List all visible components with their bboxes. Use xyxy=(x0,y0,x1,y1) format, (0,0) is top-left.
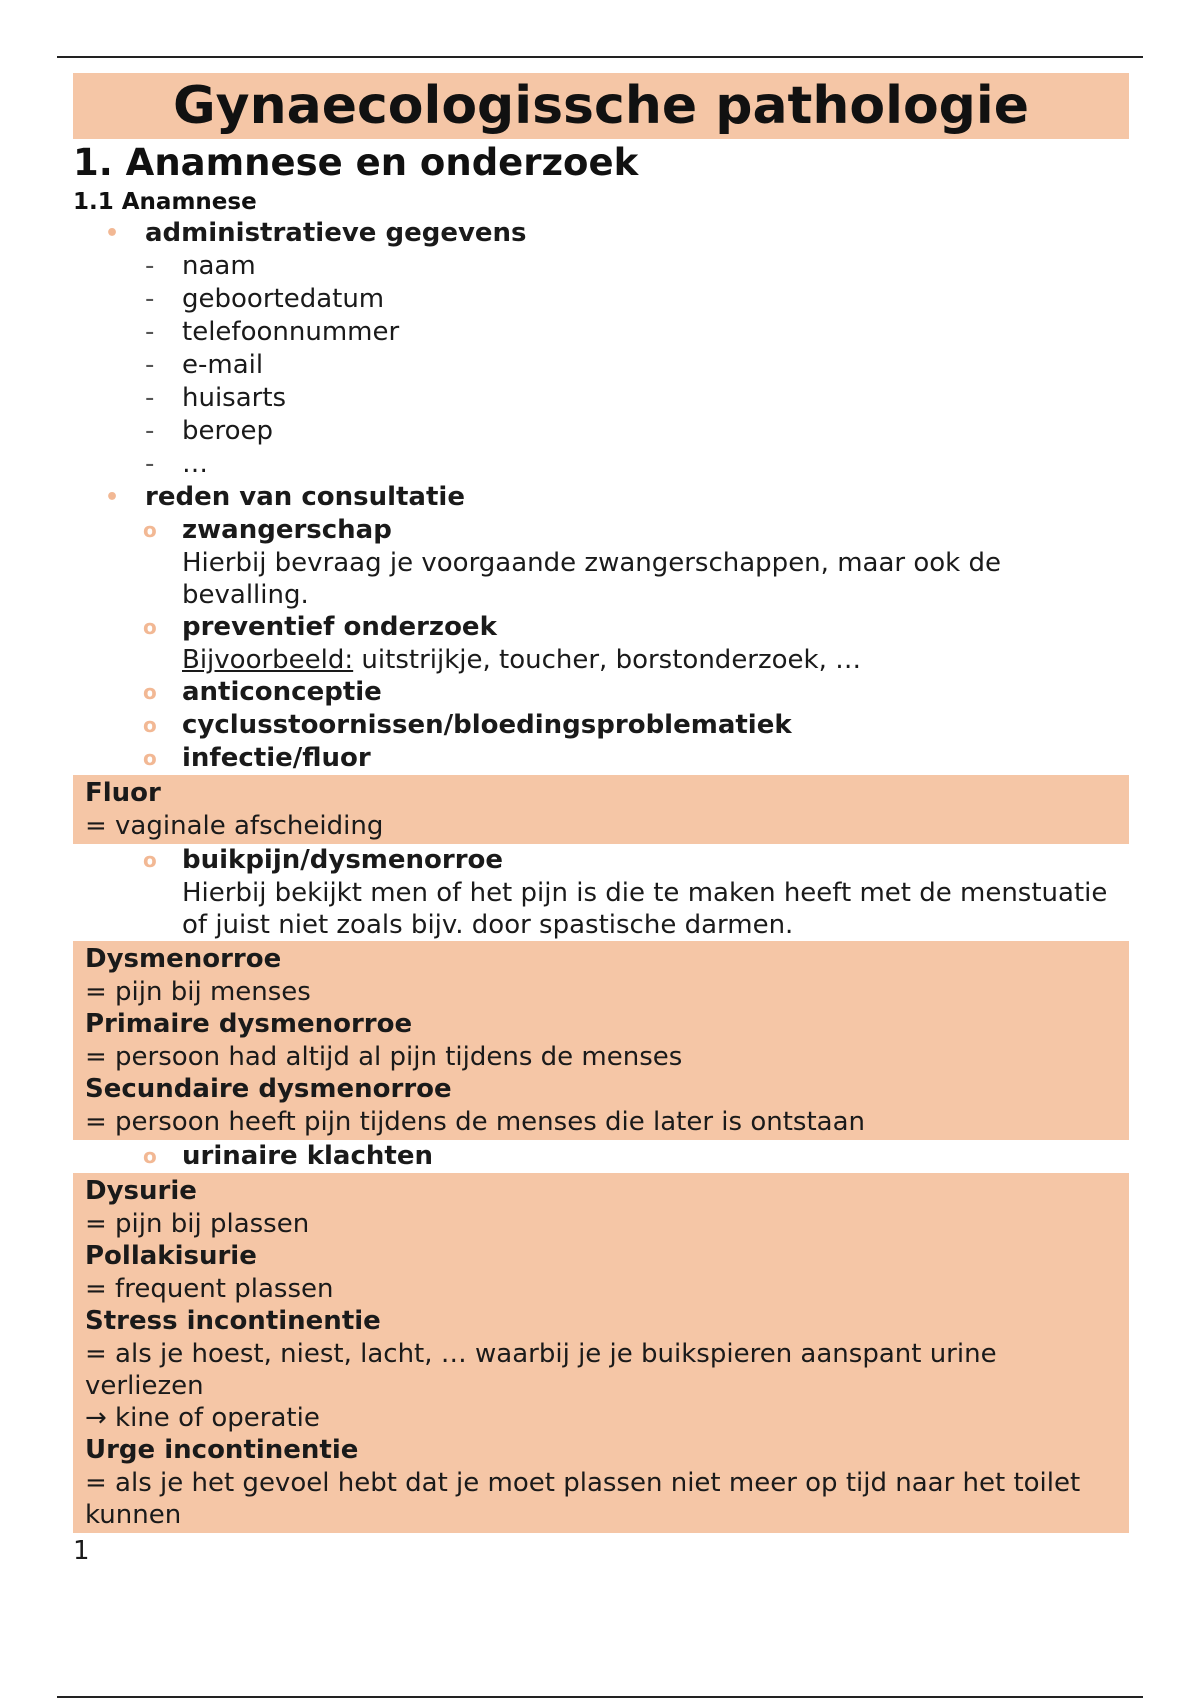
definition-box-fluor xyxy=(73,775,1129,844)
bullet-reden xyxy=(73,481,1129,514)
definition-note: → kine of operatie xyxy=(85,1403,320,1433)
list-item xyxy=(73,316,1129,349)
dash-icon: - xyxy=(145,416,155,446)
page-number: 1 xyxy=(73,1536,90,1566)
list-item xyxy=(73,415,1129,448)
document-page xyxy=(73,73,1129,1568)
list-item xyxy=(73,283,1129,316)
sub-item-buikpijn xyxy=(73,844,1129,877)
page-title: Gynaecologissche pathologie xyxy=(173,76,1029,136)
definition-text: = als je het gevoel hebt dat je moet plassen niet meer op tijd naar het toilet kunnen xyxy=(85,1468,1081,1530)
sub-item-preventief xyxy=(73,611,1129,644)
circle-bullet-icon: o xyxy=(143,713,157,737)
buikpijn-text: Hierbij bekijkt men of het pijn is die te maken heeft met de menstuatie of juist niet zoals bijv. door spastische darmen. xyxy=(182,878,1108,940)
circle-bullet-icon: o xyxy=(143,518,157,542)
definition-text: = pijn bij plassen xyxy=(85,1209,310,1239)
definition-term: Secundaire dysmenorroe xyxy=(85,1074,452,1104)
list-item-text: … xyxy=(182,449,208,479)
dash-icon: - xyxy=(145,449,155,479)
list-item-text: geboortedatum xyxy=(182,284,385,314)
title-banner xyxy=(73,73,1129,139)
sub-item-label: anticonceptie xyxy=(182,677,382,707)
sub-item-infectie xyxy=(73,742,1129,775)
sub-item-cyclus xyxy=(73,709,1129,742)
bullet-label: reden van consultatie xyxy=(145,482,465,512)
dash-icon: - xyxy=(145,284,155,314)
list-item-text: telefoonnummer xyxy=(182,317,400,347)
section-heading-1-1: 1.1 Anamnese xyxy=(73,189,257,215)
definition-text: = frequent plassen xyxy=(85,1274,334,1304)
sub-item-urinair xyxy=(73,1140,1129,1173)
definition-box-dysmenorroe xyxy=(73,941,1129,1140)
definition-term: Stress incontinentie xyxy=(85,1306,381,1336)
list-item xyxy=(73,382,1129,415)
list-item-text: e-mail xyxy=(182,350,264,380)
definition-text: = pijn bij menses xyxy=(85,977,311,1007)
definition-text: = vaginale afscheiding xyxy=(85,811,384,841)
list-item-text: huisarts xyxy=(182,383,287,413)
definition-term: Urge incontinentie xyxy=(85,1435,359,1465)
sub-item-anticonceptie xyxy=(73,676,1129,709)
circle-bullet-icon: o xyxy=(143,680,157,704)
dash-icon: - xyxy=(145,383,155,413)
list-item-text: naam xyxy=(182,251,256,281)
sub-item-zwangerschap xyxy=(73,514,1129,547)
section-heading-1: 1. Anamnese en onderzoek xyxy=(73,141,639,184)
list-item xyxy=(73,250,1129,283)
sub-item-label: infectie/fluor xyxy=(182,743,371,773)
bullet-admin xyxy=(73,217,1129,250)
dash-icon: - xyxy=(145,317,155,347)
definition-term: Pollakisurie xyxy=(85,1241,257,1271)
definition-term: Primaire dysmenorroe xyxy=(85,1009,413,1039)
circle-bullet-icon: o xyxy=(143,848,157,872)
definition-term: Dysmenorroe xyxy=(85,944,282,974)
circle-bullet-icon: o xyxy=(143,1144,157,1168)
preventief-example xyxy=(73,644,1129,676)
bullet-icon: • xyxy=(105,485,120,510)
sub-item-label: preventief onderzoek xyxy=(182,612,497,642)
footer-rule xyxy=(57,1696,1143,1698)
sub-item-label: urinaire klachten xyxy=(182,1141,433,1171)
definition-text: = als je hoest, niest, lacht, … waarbij je je buikspieren aanspant urine verliezen xyxy=(85,1339,997,1401)
sub-item-label: cyclusstoornissen/bloedingsproblematiek xyxy=(182,710,792,740)
sub-item-label: buikpijn/dysmenorroe xyxy=(182,845,504,875)
zwangerschap-text: Hierbij bevraag je voorgaande zwangerschappen, maar ook de bevalling. xyxy=(182,548,1001,610)
definition-term: Fluor xyxy=(85,778,161,808)
definition-box-urinair xyxy=(73,1173,1129,1533)
definition-text: = persoon had altijd al pijn tijdens de menses xyxy=(85,1042,683,1072)
example-label: Bijvoorbeeld: xyxy=(182,645,354,675)
circle-bullet-icon: o xyxy=(143,615,157,639)
dash-icon: - xyxy=(145,350,155,380)
admin-list xyxy=(73,250,1129,481)
sub-item-label: zwangerschap xyxy=(182,515,392,545)
circle-bullet-icon: o xyxy=(143,746,157,770)
definition-term: Dysurie xyxy=(85,1176,197,1206)
bullet-icon: • xyxy=(105,221,120,246)
list-item xyxy=(73,448,1129,481)
header-rule xyxy=(57,56,1143,58)
list-item-text: beroep xyxy=(182,416,274,446)
list-item xyxy=(73,349,1129,382)
bullet-label: administratieve gegevens xyxy=(145,218,527,248)
dash-icon: - xyxy=(145,251,155,281)
example-text: uitstrijkje, toucher, borstonderzoek, … xyxy=(353,645,862,675)
definition-text: = persoon heeft pijn tijdens de menses die later is ontstaan xyxy=(85,1107,865,1137)
